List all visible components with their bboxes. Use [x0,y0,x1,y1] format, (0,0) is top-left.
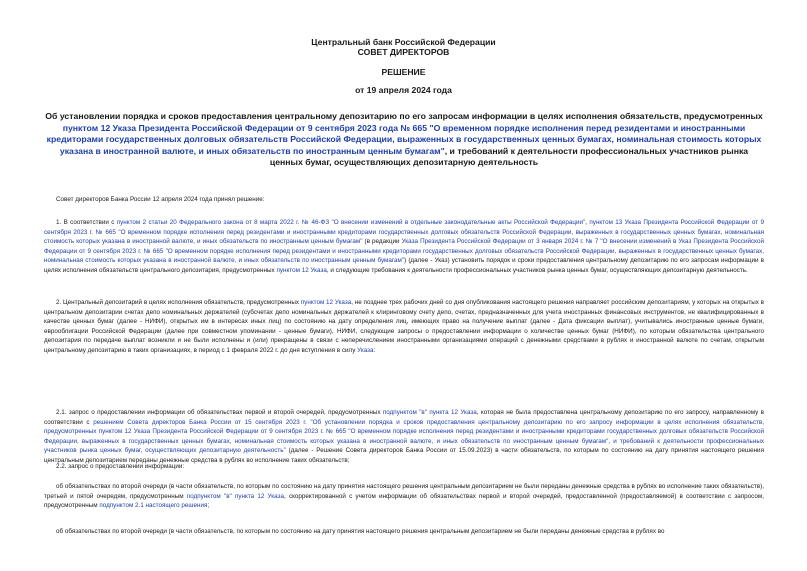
title-link-decree[interactable]: пунктом 12 Указа Президента Российской Федерации от 9 сентября 2023 года № 665 "О временном порядке исполнения перед резидентами и иностранными кредиторами государственных долговых обязательств Российской Федерации, выраженных в государственных ценных бумагах, номинальная стоимость которых указана в иностранной валюте, и иных обязательств по иностранным ценным бумагам" [46,122,762,156]
p22a-link-subpoint-v[interactable]: подпунктом "в" пункта 12 Указа [186,492,284,500]
p2-text-b: , не позднее трех рабочих дней со дня опубликования настоящего решения направляет российским депозитариям, у которых на открытых в центральном депозитарии счетах депо номинальных держателей (субсчетах депо номинальных держателей к клиринговому счету депо, счетах, предназначенных для учета иностранных финансовых инструментов, не квалифицированных в качестве ценных бумаг (далее - НИФИ), открытых им в интересах иных лиц) по состоянию на дату определения лиц, имеющих право на получение выплат (далее - Дата фиксации выплат), учитывались иностранные ценные бумаги, еврооблигации Российской Федерации (далее при совместном упоминании - ценные бумаги), НИФИ, следующие запросы о предоставлении информации о количестве ценных бумаг (НИФИ), по которым обязательства центрального депозитария по передаче выплат возникли и не были исполнены и (или) прекращены в связи с неперечислением иностранными организациями операций с денежными средствами в рублях и иностранной валюте по счетам, открытым центральному депозитарию в таких организациях, в период с 1 февраля 2022 г. до дня вступления в силу [44,299,764,354]
paragraph-2-2-a [44,482,764,511]
p1-link-decree-2024[interactable]: Указа Президента Российской Федерации от 3 января 2024 г. № 7 "О внесении изменений в Указ Президента Российской Федерации от 9 сентября 2023 г. № 665 "О временном порядке исполнения перед резидентами и иностранными кредиторами государственных долговых обязательств Российской Федерации, выраженных в государственных ценных бумагах, номинальная стоимость которых указана в иностранной валюте, и иных обязательств по иностранным ценным бумагам" [44,238,764,265]
paragraph-2-2 [44,462,764,472]
p1-text-b: , [585,219,590,226]
doc-type: РЕШЕНИЕ [381,67,426,77]
p22a-link-subpoint-2-1[interactable]: подпунктом 2.1 настоящего решения [99,502,208,510]
p21-text-a: 2.1. запрос о предоставлении информации об обязательствах первой и второй очередей, предусмотренных [56,409,383,416]
p2-text-c: : [373,346,376,354]
paragraph-1 [44,218,764,276]
doc-date: от 19 апреля 2024 года [355,85,452,95]
title-text-2: , и требований к деятельности профессиональных участников рынка ценных бумаг, осуществляющих депозитарную деятельность [269,145,749,168]
p22-text: 2.2. запрос о предоставлении информации: [56,463,185,470]
title-text-1: Об установлении порядка и сроков предоставления центральному депозитарию по его запросам информации в целях исполнения обязательств, предусмотренных [45,111,763,121]
p21-link-board-decision[interactable]: решением Совета директоров Банка России от 15 сентября 2023 г. "Об установлении порядка и сроков предоставления центральному депозитарию по его запросу информации в целях исполнения обязательств, предусмотренных пунктом 12 Указа Президента Российской Федерации от 9 сентября 2023 г. № 665 "О временном порядке исполнения перед резидентами и иностранными кредиторами государственных долговых обязательств Российской Федерации, выраженных в государственных ценных бумагах, номинальная стоимость которых указана в иностранной валюте, и иных обязательств по иностранным ценным бумагам", и требований к деятельности профессиональных участников рынка ценных бумаг, осуществляющих депозитарную деятельность" [44,418,764,455]
p2-text-a: 2. Центральный депозитарий в целях исполнения обязательств, предусмотренных [56,299,301,306]
board-name: СОВЕТ ДИРЕКТОРОВ [357,47,450,57]
p1-link-decree-p12[interactable]: пунктом 12 Указа [276,266,327,274]
document-title [44,111,764,169]
p1-text-e: , и следующие требования к деятельности профессиональных участников рынка ценных бумаг, осуществляющих депозитарную деятельность. [326,266,748,274]
p1-text-c: (в редакции [362,238,402,246]
intro-text: Совет директоров Банка России 12 апреля 2024 года принял решение: [56,196,265,203]
p1-link-decree-p13[interactable]: пунктом 13 Указа Президента Российской Федерации от 9 сентября 2023 г. № 665 "О временном порядке исполнения перед резидентами и иностранными кредиторами государственных долговых обязательств Российской Федерации, выраженных в государственных ценных бумагах, номинальная стоимость которых указана в иностранной валюте, и иных обязательств по иностранным ценным бумагам" [44,219,764,246]
p1-text-d: ) (далее - Указ) установить порядок и сроки предоставления центральному депозитарию по его запросам информации в целях исполнения обязательств центрального депозитария, предусмотренных [44,257,764,274]
paragraph-2-2-b [44,527,764,537]
p21-text-b: , которая не была предоставлена центральному депозитарию по его запросу, направленному в соответствии с [44,409,764,426]
p2-link-decree[interactable]: Указа [357,346,374,354]
p1-text-a: 1. В соответствии с [56,219,117,226]
p22a-text-a: об обязательствах по второй очереди (в части обязательств, по которым по состоянию на дату принятия настоящего решения центральным депозитарием не были переданы денежные средства в рублях во исполнение таких обязательств), третьей и пятой очередям, предусмотренным [44,483,764,500]
paragraph-2-1 [44,408,764,466]
org-name: Центральный банк Российской Федерации [311,37,496,47]
p2-link-decree-p12[interactable]: пунктом 12 Указа [300,299,352,306]
p22a-text-c: ; [207,502,210,510]
p1-link-federal-law[interactable]: пунктом 2 статьи 20 Федерального закона от 8 марта 2022 г. № 46-ФЗ "О внесении изменений в отдельные законодательные акты Российской Федерации" [116,219,586,226]
paragraph-2 [44,298,764,356]
p21-text-c: (далее - Решение Совета директоров Банка России от 15.09.2023) в части обязательств, по которым по состоянию на дату принятия настоящего решения центральным депозитарием переданы денежные средства в рублях во исполнение таких обязательств; [44,447,764,464]
intro-paragraph [44,195,764,205]
p21-link-subpoint-v[interactable]: подпунктом "в" пункта 12 Указа [382,409,477,416]
p22b-text: об обязательствах по второй очереди (в части обязательств, по которым по состоянию на дату принятия настоящего решения центральным депозитарием не были переданы денежные средства в рублях во [56,528,665,535]
p22a-text-b: , скорректированной с учетом информации об обязательствах первой и второй очередей, предоставленной (предоставляемой) в соответствии с запросом, предусмотренным [44,492,764,510]
